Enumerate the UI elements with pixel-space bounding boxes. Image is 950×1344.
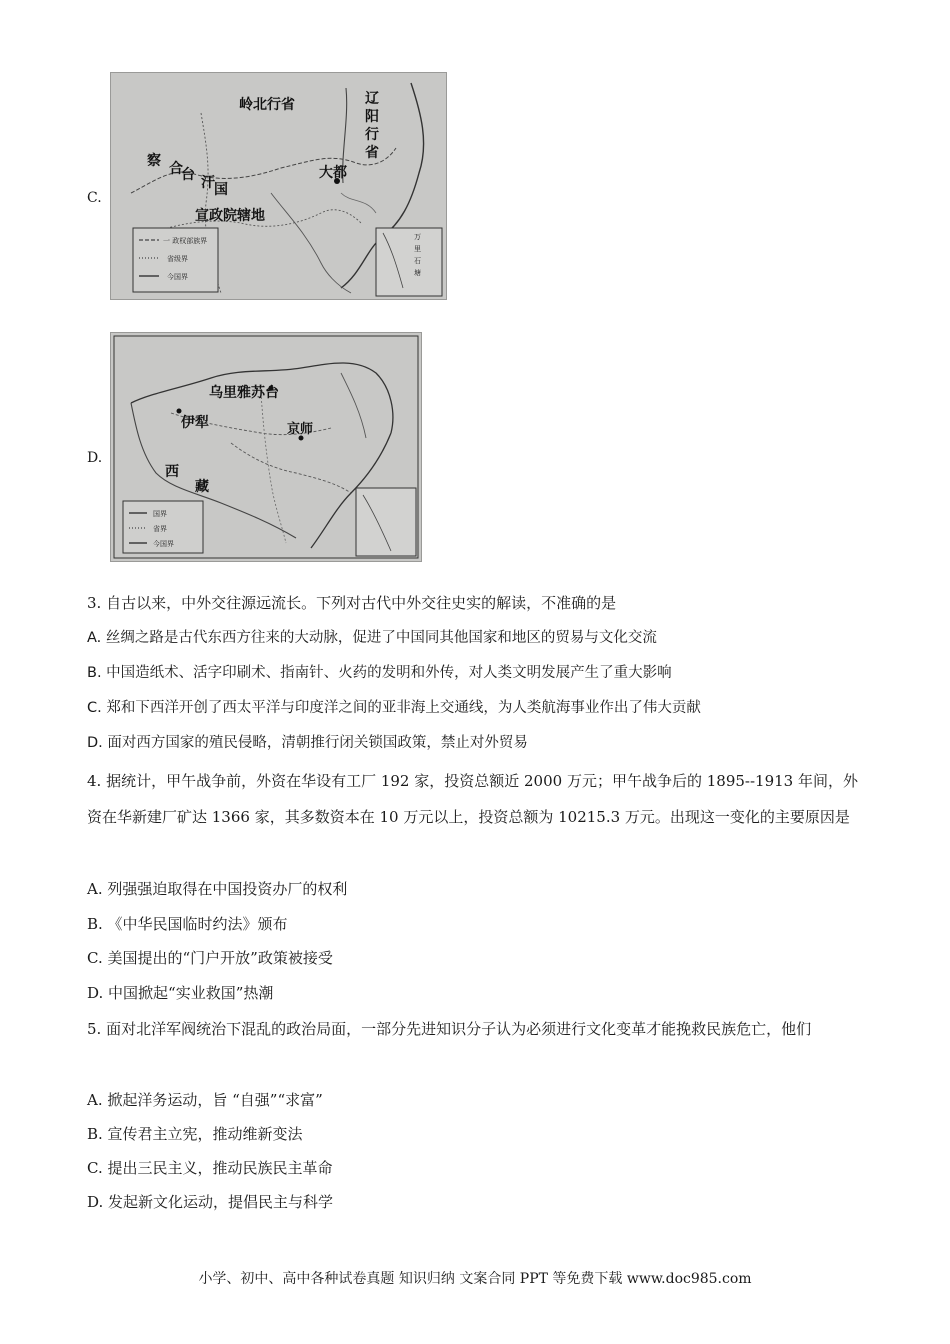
question-5-option-d: D. 发起新文化运动，提倡民主与科学 (87, 1193, 334, 1211)
question-4-option-a: A. 列强强迫取得在中国投资办厂的权利 (87, 880, 348, 898)
map-d-label-jingshi: 京师 (287, 422, 314, 437)
question-4-stem: 4. 据统计，甲午战争前，外资在华设有工厂 192 家，投资总额近 2000 万元；甲午战争后的 1895--1913 年间，外资在华新建厂矿达 1366 家，其多数资本在 10 万元以上，投资总额为 10215.3 万元。出现这一变化的主要原因是 (87, 772, 858, 826)
map-d-label-zang: 藏 (195, 479, 209, 495)
question-4-option-c: C. 美国提出的“门户开放”政策被接受 (87, 949, 333, 967)
option-label-d: D. (87, 450, 103, 466)
question-3-option-b: B. 中国造纸术、活字印刷术、指南针、火药的发明和外传，对人类文明发展产生了重大影响 (87, 665, 672, 681)
question-3-option-a: A. 丝绸之路是古代东西方往来的大动脉，促进了中国同其他国家和地区的贸易与文化交流 (87, 630, 657, 646)
map-d-legend-1: 国界 (153, 510, 167, 518)
map-c-inset-wan: 万 (414, 233, 421, 241)
map-c-label-xuanzheng: 宣政院辖地 (195, 208, 265, 224)
question-3-option-d: D. 面对西方国家的殖民侵略，清朝推行闭关锁国政策，禁止对外贸易 (87, 735, 528, 751)
map-c-label-sheng: 省 (365, 145, 379, 161)
map-c-label-cha: 察 (147, 153, 161, 169)
map-c-label-yang: 阳 (365, 109, 379, 125)
map-c-svg (111, 73, 446, 299)
question-5-stem: 5. 面对北洋军阀统治下混乱的政治局面，一部分先进知识分子认为必须进行文化变革才能挽救民族危亡，他们 (87, 1020, 812, 1038)
map-c-legend-2: 省级界 (167, 255, 188, 263)
question-5-option-b: B. 宣传君主立宪，推动维新变法 (87, 1125, 303, 1143)
map-c-legend-1: 一 政权部族界 (163, 237, 208, 245)
map-c-label-dadu: 大都 (319, 165, 347, 181)
page-footer: 小学、初中、高中各种试卷真题 知识归纳 文案合同 PPT 等免费下载 www.doc985.com (198, 1271, 752, 1287)
map-c-label-tai: 台 (181, 167, 195, 183)
map-c-label-han: 汗 (201, 175, 215, 191)
map-c-inset-li: 里 (414, 245, 421, 253)
question-5-option-c: C. 提出三民主义，推动民族民主革命 (87, 1159, 333, 1177)
map-d-label-xi: 西 (165, 464, 179, 480)
map-d-label-uliastai: 乌里雅苏台 (209, 385, 279, 401)
map-c-legend-3: 今国界 (167, 273, 188, 281)
map-d-svg (111, 333, 421, 561)
map-d-yili-dot (177, 409, 182, 414)
question-4-option-d: D. 中国掀起“实业救国”热潮 (87, 984, 274, 1002)
map-c-label-lingbei: 岭北行省 (239, 97, 295, 113)
question-3-option-c: C. 郑和下西洋开创了西太平洋与印度洋之间的亚非海上交通线，为人类航海事业作出了伟大贡献 (87, 700, 701, 716)
map-c-inset-shi: 石 (414, 257, 421, 265)
map-c-label-liao: 辽 (365, 91, 379, 107)
map-c-inset-tang: 塘 (414, 269, 421, 277)
yuan-dynasty-map-image (110, 72, 447, 300)
question-3-stem: 3. 自古以来，中外交往源远流长。下列对古代中外交往史实的解读，不准确的是 (87, 594, 617, 612)
question-5-option-a: A. 掀起洋务运动，旨 “自强”“求富” (87, 1091, 323, 1109)
map-c-label-he: 合 (169, 161, 183, 177)
qing-dynasty-map-image (110, 332, 422, 562)
map-d-legend-2: 省界 (153, 525, 167, 533)
map-c-label-xing: 行 (365, 127, 379, 143)
map-d-legend-3: 今国界 (153, 540, 174, 548)
option-label-c: C. (87, 190, 102, 206)
map-d-label-yili: 伊犁 (181, 415, 209, 431)
map-c-label-guo: 国 (214, 182, 228, 198)
question-4-option-b: B. 《中华民国临时约法》颁布 (87, 915, 288, 933)
